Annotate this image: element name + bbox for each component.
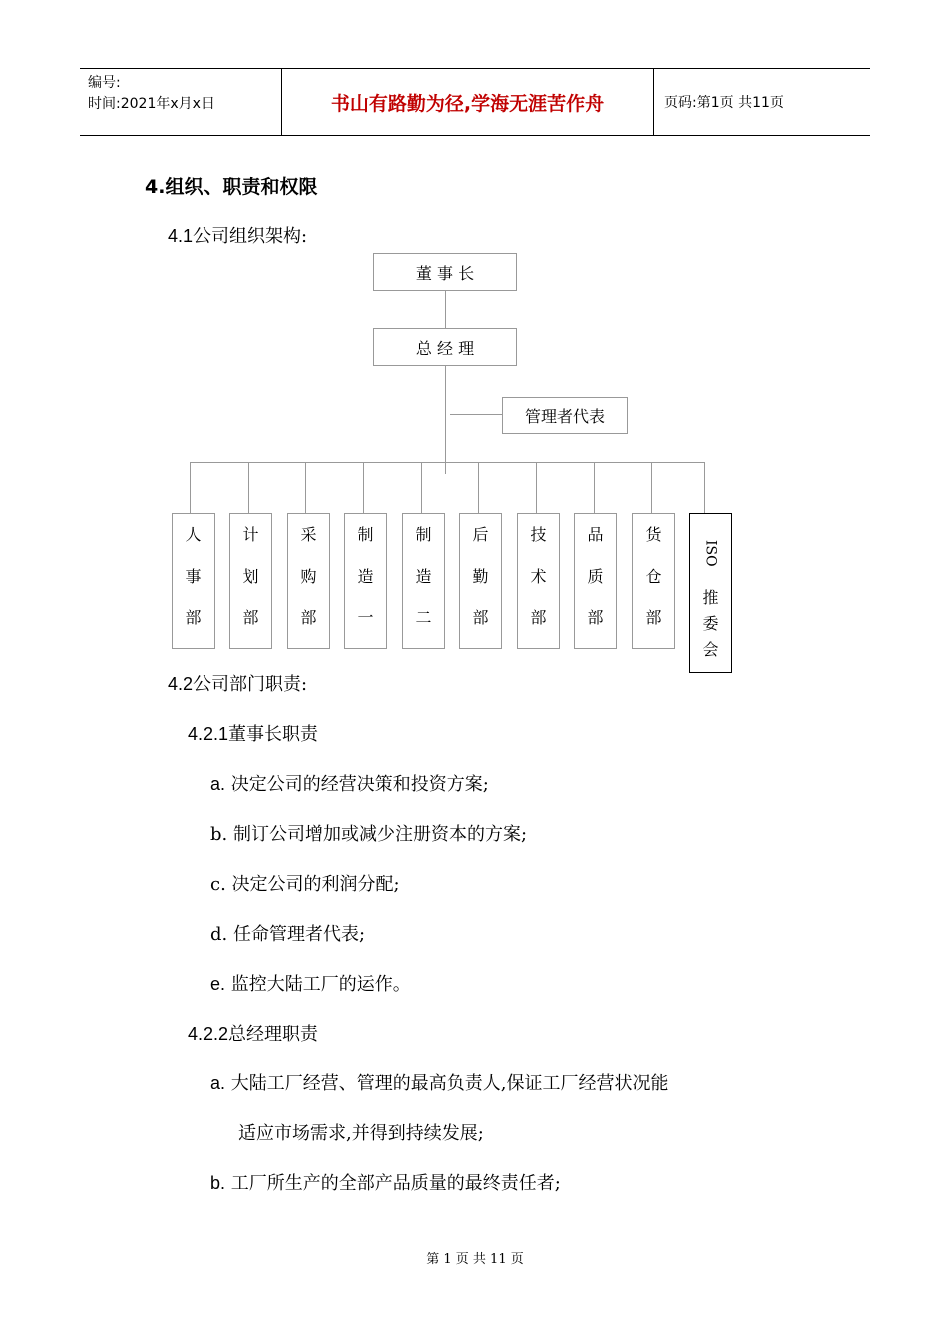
page-header <box>80 68 870 136</box>
dept-char: 技 <box>530 525 547 544</box>
subsection-4-2-2 <box>188 1020 318 1046</box>
list-item <box>210 1069 668 1095</box>
subsection-text: 公司部门职责: <box>193 674 308 695</box>
dept-char: 仓 <box>645 566 662 586</box>
org-connector <box>445 366 446 474</box>
list-text: 决定公司的利润分配; <box>231 874 400 895</box>
dept-char: 事 <box>185 566 202 586</box>
list-marker: d. <box>210 924 228 945</box>
org-connector <box>536 462 537 513</box>
header-time: 时间:2021年x月x日 <box>88 96 215 112</box>
dept-char: 部 <box>242 608 259 627</box>
subsection-text: 总经理职责 <box>228 1024 319 1045</box>
dept-char: 部 <box>185 608 202 627</box>
list-item <box>210 970 411 996</box>
subsection-4-2-1 <box>188 720 318 746</box>
org-connector <box>478 462 479 513</box>
header-motto: 书山有路勤为径,学海无涯苦作舟 <box>282 69 654 135</box>
dept-char: 术 <box>530 566 547 586</box>
iso-label: ISO <box>702 540 719 567</box>
subsection-text: 公司组织架构: <box>193 226 308 247</box>
list-text: 决定公司的经营决策和投资方案; <box>230 774 489 795</box>
dept-char: 部 <box>300 608 317 627</box>
dept-char: 部 <box>472 608 489 627</box>
dept-char: 部 <box>587 608 604 627</box>
dept-char: 制 <box>415 525 432 544</box>
org-chairman-box: 董 事 长 <box>373 253 517 291</box>
header-page-info: 页码:第1页 共11页 <box>664 95 784 111</box>
dept-char: 一 <box>357 608 374 627</box>
org-connector <box>651 462 652 513</box>
subsection-4-1 <box>168 222 307 248</box>
list-item-continuation: 适应市场需求,并得到持续发展; <box>238 1123 484 1144</box>
subsection-number: 4.2.1 <box>188 724 229 744</box>
dept-char: 制 <box>357 525 374 544</box>
header-number: 编号: <box>88 75 121 91</box>
dept-char: 人 <box>185 525 202 544</box>
subsection-number: 4.2.2 <box>188 1024 229 1044</box>
org-connector <box>305 462 306 513</box>
list-text: 任命管理者代表; <box>232 924 366 945</box>
dept-char: 采 <box>300 525 317 544</box>
list-marker: b. <box>210 1173 226 1193</box>
subsection-text: 董事长职责 <box>228 724 319 745</box>
dept-char: 后 <box>472 525 489 544</box>
org-connector <box>248 462 249 513</box>
subsection-number: 4.1 <box>168 226 194 246</box>
list-item <box>210 870 400 896</box>
org-connector <box>421 462 422 513</box>
dept-manufacturing-1 <box>344 513 387 649</box>
dept-technical <box>517 513 560 649</box>
dept-quality <box>574 513 617 649</box>
dept-char: 推 <box>702 587 719 607</box>
dept-char: 购 <box>300 566 317 586</box>
org-connector <box>190 462 191 513</box>
page-footer: 第 1 页 共 11 页 <box>426 1252 524 1267</box>
header-meta <box>80 69 282 135</box>
list-marker: b. <box>210 824 228 845</box>
dept-char: 二 <box>415 608 432 627</box>
list-text: 工厂所生产的全部产品质量的最终责任者; <box>230 1173 561 1194</box>
dept-purchasing <box>287 513 330 649</box>
list-item <box>210 820 527 846</box>
dept-char: 造 <box>415 566 432 586</box>
dept-char: 货 <box>645 525 662 544</box>
list-marker: c. <box>210 874 226 895</box>
subsection-number: 4.2 <box>168 674 194 694</box>
dept-manufacturing-2 <box>402 513 445 649</box>
dept-hr <box>172 513 215 649</box>
org-connector <box>594 462 595 513</box>
list-item <box>210 920 365 946</box>
dept-char: 质 <box>587 566 604 586</box>
dept-logistics <box>459 513 502 649</box>
org-connector <box>363 462 364 513</box>
dept-char: 计 <box>242 525 259 544</box>
dept-warehouse <box>632 513 675 649</box>
list-marker: e. <box>210 974 226 994</box>
org-connector <box>704 462 705 513</box>
list-item <box>210 1169 561 1195</box>
list-marker: a. <box>210 1073 226 1093</box>
dept-iso-committee <box>689 513 732 673</box>
org-rep-box: 管理者代表 <box>502 397 628 434</box>
list-text: 监控大陆工厂的运作。 <box>230 974 411 995</box>
dept-planning <box>229 513 272 649</box>
list-marker: a. <box>210 774 226 794</box>
list-text: 制订公司增加或减少注册资本的方案; <box>232 824 528 845</box>
dept-char: 品 <box>587 525 604 544</box>
org-gm-box: 总 经 理 <box>373 328 517 366</box>
dept-char: 造 <box>357 566 374 586</box>
org-connector <box>450 414 502 415</box>
section-title: 4.组织、职责和权限 <box>145 176 318 198</box>
dept-char: 委 <box>702 613 719 633</box>
subsection-4-2 <box>168 670 307 696</box>
dept-char: 部 <box>645 608 662 627</box>
dept-char: 会 <box>702 639 719 659</box>
dept-char: 勤 <box>472 566 489 586</box>
dept-char: 部 <box>530 608 547 627</box>
dept-char: 划 <box>242 566 259 586</box>
org-connector <box>445 291 446 328</box>
org-branch-line <box>190 462 704 463</box>
list-text: 大陆工厂经营、管理的最高负责人,保证工厂经营状况能 <box>230 1073 669 1094</box>
list-item <box>210 770 489 796</box>
